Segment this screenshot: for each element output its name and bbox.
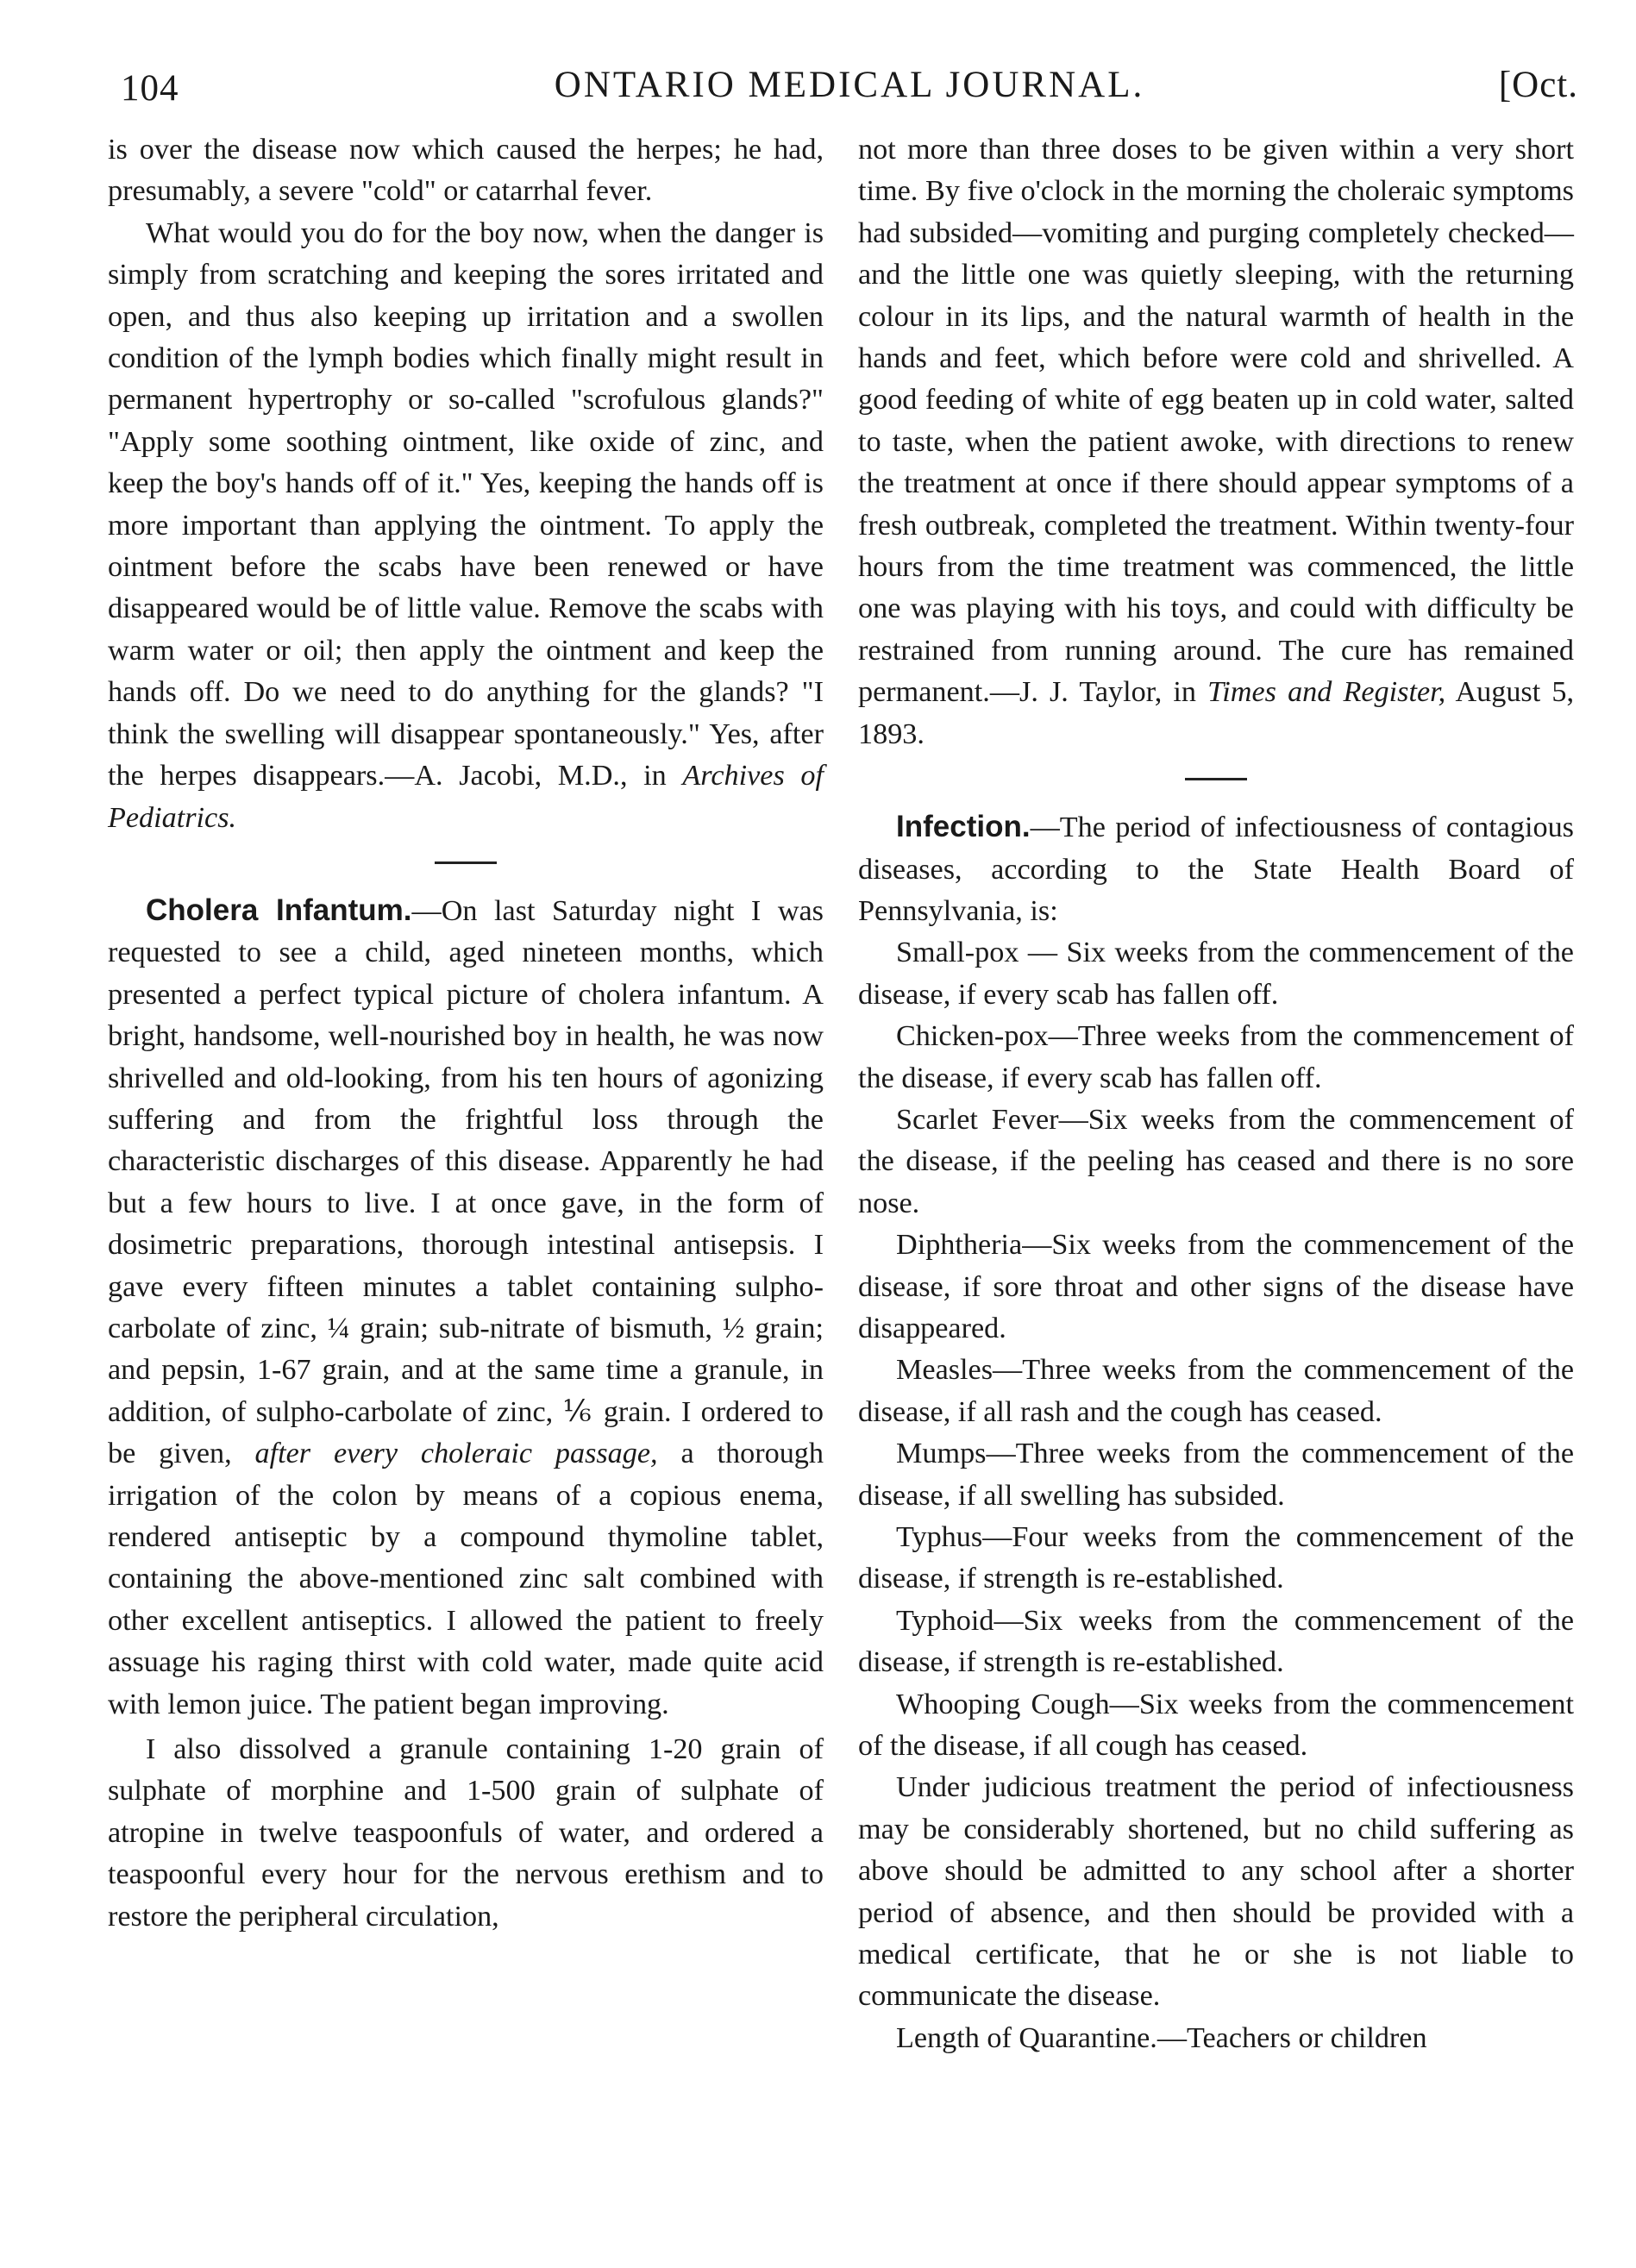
left-column bbox=[108, 129, 824, 1938]
paragraph-infection bbox=[858, 806, 1574, 932]
paragraph-cholera-infantum bbox=[108, 890, 824, 1726]
disease-entry: Measles—Three weeks from the commencement of the disease, if all rash and the cough has ceased. bbox=[858, 1354, 1574, 1428]
paragraph-cholera-continued bbox=[858, 129, 1574, 755]
paragraph-treatment-question bbox=[108, 213, 824, 839]
paragraph-herpes-end: is over the disease now which caused the herpes; he had, presumably, a severe "cold" or catarrhal fever. bbox=[108, 134, 824, 208]
disease-entry: Typhus—Four weeks from the commencement of the disease, if strength is re-established. bbox=[858, 1521, 1574, 1595]
paragraph-morphine: I also dissolved a granule containing 1-20 grain of sulphate of morphine and 1-500 grain of sulphate of atropine in twelve teaspoonfuls of water, and ordered a teaspoonful every hour for the nervous erethism and to restore the peripheral circulation, bbox=[108, 1733, 824, 1933]
disease-entry: Typhoid—Six weeks from the commencement of the disease, if strength is re-established. bbox=[858, 1604, 1574, 1679]
page-number: 104 bbox=[121, 68, 179, 109]
section-divider bbox=[435, 861, 497, 864]
paragraph-text: not more than three doses to be given within a very short time. By five o'clock in the morning the choleraic symptoms had subsided—vomiting and purging completely checked—and the little one was quietly sleeping, with the returning colour in its lips, and the natural warmth of health in the hands and feet, which before were cold and shrivelled. A good feeding of white of egg beaten up in cold water, salted to taste, when the patient awoke, with directions to renew the treatment at once if there should appear symptoms of a fresh outbreak, completed the treatment. Within twenty-four hours from the time treatment was commenced, the little one was playing with his toys, and could with difficulty be restrained from running around. The cure has remained permanent.—J. J. Taylor, in bbox=[858, 134, 1574, 709]
paragraph-judicious-treatment: Under judicious treatment the period of infectiousness may be considerably shortened, but no child suffering as above should be admitted to any school after a shorter period of absence, and then should be provided with a medical certificate, that he or she is not liable to communicate the disease. bbox=[858, 1771, 1574, 2013]
section-heading-infection: Infection. bbox=[896, 810, 1031, 844]
disease-entry: Chicken-pox—Three weeks from the commencement of the disease, if every scab has fallen off. bbox=[858, 1020, 1574, 1094]
section-divider bbox=[1185, 778, 1247, 780]
source-citation: Times and Register, bbox=[1207, 676, 1446, 709]
paragraph-text: —The period of infectiousness of contagious diseases, according to the State Health Board of Pennsylvania, is: bbox=[858, 811, 1574, 927]
emphasis-text: after every choleraic passage, bbox=[254, 1438, 658, 1470]
disease-entry: Mumps—Three weeks from the commencement of the disease, if all swelling has subsided. bbox=[858, 1438, 1574, 1512]
disease-entry: Scarlet Fever—Six weeks from the commencement of the disease, if the peeling has ceased and there is no sore nose. bbox=[858, 1103, 1574, 1219]
disease-entry: Small-pox — Six weeks from the commencement of the disease, if every scab has fallen off. bbox=[858, 937, 1574, 1011]
citation-date: August 5, 1893. bbox=[858, 676, 1575, 750]
section-heading-cholera: Cholera Infantum. bbox=[146, 893, 412, 927]
paragraph-quarantine: Length of Quarantine.—Teachers or children bbox=[896, 2021, 1427, 2054]
disease-entry: Whooping Cough—Six weeks from the commencement of the disease, if all cough has ceased. bbox=[858, 1688, 1574, 1763]
journal-title: ONTARIO MEDICAL JOURNAL. bbox=[554, 65, 1145, 105]
disease-entry: Diphtheria—Six weeks from the commencement of the disease, if sore throat and other signs of the disease have disappeared. bbox=[858, 1229, 1574, 1344]
source-citation: Archives of Pediatrics. bbox=[108, 760, 824, 834]
paragraph-text: What would you do for the boy now, when the danger is simply from scratching and keeping the sores irritated and open, and thus also keeping up irritation and a swollen condition of the lymph bodies which finally might result in permanent hypertrophy or so-called "scrofulous glands?" "Apply some soothing ointment, like oxide of zinc, and keep the boy's hands off of it." Yes, keeping the hands off is more important than applying the ointment. To apply the ointment before the scabs have been renewed or have disappeared would be of little value. Remove the scabs with warm water or oil; then apply the ointment and keep the hands off. Do we need to do anything for the glands? "I think the swelling will disappear spontaneously." Yes, after the herpes disappears.—A. Jacobi, M.D., in bbox=[108, 216, 824, 793]
issue-month: [Oct. bbox=[1498, 65, 1578, 105]
paragraph-text: a thorough irrigation of the colon by means of a copious enema, rendered antiseptic by a compound thymoline tablet, containing the above-mentioned zinc salt combined with other excellent antiseptics. I allowed the patient to freely assuage his raging thirst with cold water, made quite acid with lemon juice. The patient began improving. bbox=[108, 1438, 824, 1720]
right-column bbox=[858, 129, 1574, 2059]
paragraph-text: —On last Saturday night I was requested to see a child, aged nineteen months, which presented a perfect typical picture of cholera infantum. A bright, handsome, well-nourished boy in health, he was now shrivelled and old-looking, from his ten hours of agonizing suffering and from the frightful loss through the characteristic discharges of this disease. Apparently he had but a few hours to live. I at once gave, in the form of dosimetric preparations, thorough intestinal antisepsis. I gave every fifteen minutes a tablet containing sulpho-carbolate of zinc, ¼ grain; sub-nitrate of bismuth, ½ grain; and pepsin, 1-67 grain, and at the same time a granule, in addition, of sulpho-carbolate of zinc, ⅙ grain. I ordered to be given, bbox=[108, 894, 824, 1470]
running-header bbox=[121, 60, 1578, 121]
